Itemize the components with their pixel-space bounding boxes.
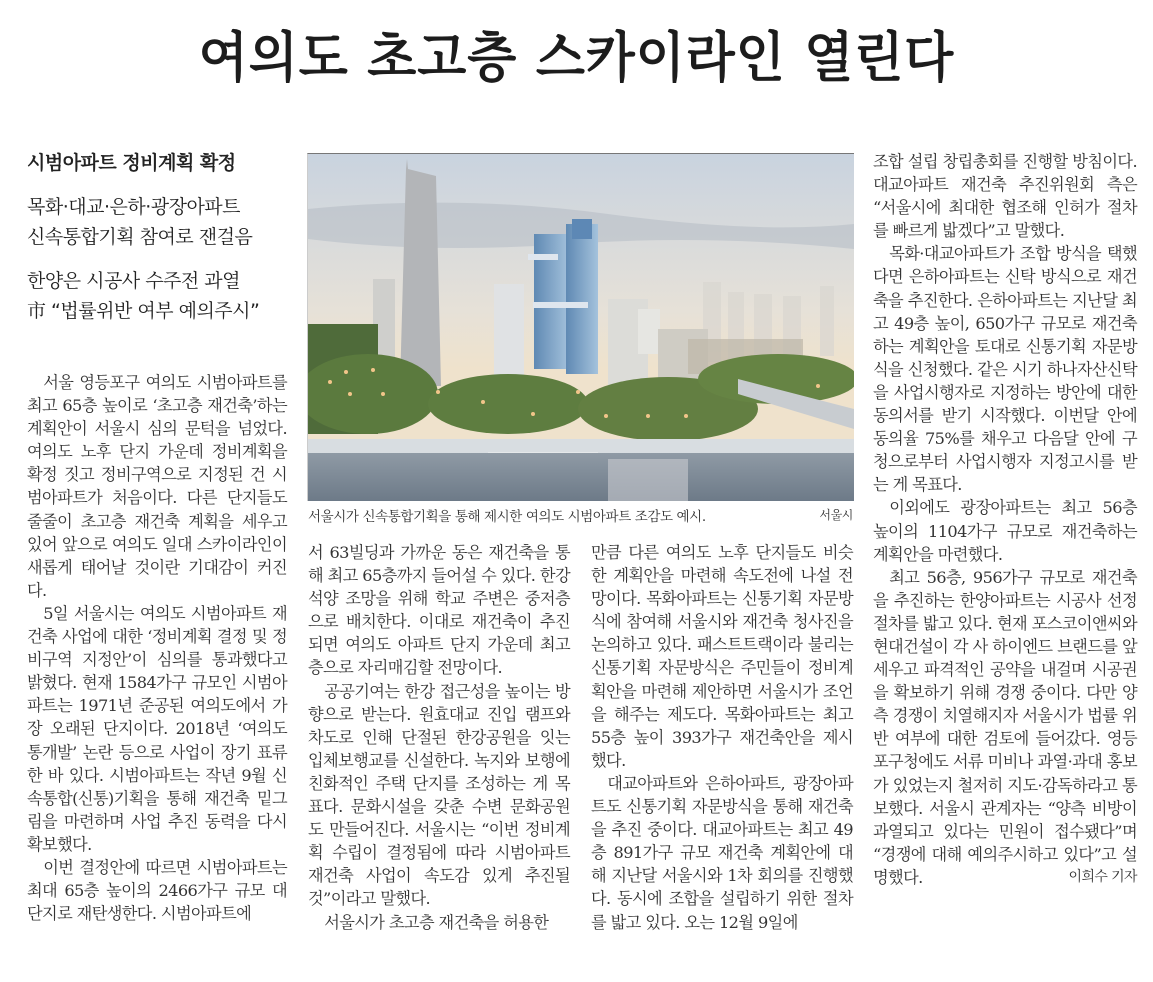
caption-text: 서울시가 신속통합기획을 통해 제시한 여의도 시범아파트 조감도 예시. (308, 509, 706, 525)
paragraph: 최고 56층, 956가구 규모로 재건축을 추진하는 한양아파트는 시공사 선정 절차를 밟고 있다. 현재 포스코이앤씨와 현대건설이 각 사 하이엔드 브랜드를 앞세우고 파격적인 공약을 내걸며 시공권을 확보하기 위해 경쟁 중이다. 다만 양측 경쟁이 치열해지자 서울시가 법률 위반 여부에 대한 검토에 들어갔다. 영등포구청에도 서류 미비나 과열·과대 홍보가 있었는지 철저히 지도·감독하라고 통보했다. 서울시 관계자는 “양측 비방이 과열되고 있다는 민원이 접수됐다”며 “경쟁에 대해 예의주시하고 있다”고 설명했다. (873, 567, 1137, 887)
photo-caption (308, 505, 853, 525)
subhead-5: 市 “법률위반 여부 예의주시” (27, 300, 260, 322)
article-column-3 (591, 541, 853, 934)
paragraph: 대교아파트와 은하아파트, 광장아파트도 신통기획 자문방식을 통해 재건축을 추진 중이다. 대교아파트는 최고 49층 891가구 규모 재건축 계획안에 대해 지난달 서울시와 1차 회의를 진행했다. 동시에 조합을 설립하기 위한 절차를 밟고 있다. 오는 12월 9일에 (591, 773, 853, 932)
paragraph: 서 63빌딩과 가까운 동은 재건축을 통해 최고 65층까지 들어설 수 있다. 한강 석양 조망을 위해 학교 주변은 중저층으로 배치한다. 이대로 재건축이 추진되면 여의도 아파트 단지 가운데 최고층으로 자리매김할 전망이다. (308, 543, 570, 678)
photo-credit: 서울시 (819, 508, 853, 522)
article-column-2 (308, 541, 570, 934)
headline: 여의도 초고층 스카이라인 열린다 (198, 26, 955, 89)
paragraph: 공공기여는 한강 접근성을 높이는 방향으로 받는다. 원효대교 진입 램프와 차도로 인해 단절된 한강공원을 잇는 입체보행교를 신설한다. 녹지와 보행에 친화적인 주택 단지를 조성하는 게 목표다. 문화시설을 갖춘 수변 문화공원도 만들어진다. 서울시는 “이번 정비계획 수립이 결정됨에 따라 시범아파트 재건축 사업이 속도감 있게 추진될 것”이라고 말했다. (308, 681, 570, 909)
rendering-photo (307, 153, 854, 501)
subhead-2: 목화·대교·은하·광장아파트 (27, 196, 241, 218)
subhead-4: 한양은 시공사 수주전 과열 (27, 270, 241, 292)
paragraph: 서울 영등포구 여의도 시범아파트를 최고 65층 높이로 ‘초고층 재건축’하는 계획안이 서울시 심의 문턱을 넘었다. 여의도 노후 단지 가운데 정비계획을 확정 짓고 정비구역으로 지정된 건 시범아파트가 처음이다. 다른 단지들도 줄줄이 초고층 재건축 계획을 세우고 있어 앞으로 여의도 일대 스카이라인이 새롭게 태어날 것이란 기대감이 커진다. (27, 373, 287, 600)
byline: 이희수 기자 (1068, 869, 1137, 885)
paragraph: 조합 설립 창립총회를 진행할 방침이다. 대교아파트 재건축 추진위원회 측은 “서울시에 최대한 협조해 인허가 절차를 빠르게 밟겠다”고 말했다. (873, 152, 1137, 241)
paragraph: 이번 결정안에 따르면 시범아파트는 최대 65층 높이의 2466가구 규모 대단지로 재탄생한다. 시범아파트에 (27, 857, 287, 924)
article-column-4 (873, 150, 1137, 889)
paragraph: 만큼 다른 여의도 노후 단지들도 비슷한 계획안을 마련해 속도전에 나설 전망이다. 목화아파트는 신통기획 자문방식에 참여해 서울시와 재건축 청사진을 논의하고 있다. 패스트트랙이라 불리는 신통기획 자문방식은 주민들이 정비계획안을 마련해 제안하면 서울시가 조언을 해주는 제도다. 목화아파트는 최고 55층 높이 393가구 재건축안을 제시했다. (591, 543, 853, 770)
subhead-3: 신속통합기획 참여로 잰걸음 (27, 226, 253, 248)
article-column-1 (27, 371, 287, 925)
paragraph: 서울시가 초고층 재건축을 허용한 (324, 912, 549, 932)
skyline-image-icon (308, 154, 854, 501)
paragraph: 목화·대교아파트가 조합 방식을 택했다면 은하아파트는 신탁 방식으로 재건축을 추진한다. 은하아파트는 지난달 최고 49층 높이, 650가구 규모로 재건축하는 계획안을 토대로 신통기획 자문방식을 신청했다. 같은 시기 하나자산신탁을 사업시행자로 지정하는 방안에 대한 동의서를 받기 시작했다. 이번달 안에 동의율 75%를 채우고 다음달 안에 구청으로부터 사업시행자 지정고시를 받는 게 목표다. (873, 244, 1137, 495)
paragraph: 5일 서울시는 여의도 시범아파트 재건축 사업에 대한 ‘정비계획 결정 및 정비구역 지정안’이 심의를 통과했다고 밝혔다. 현재 1584가구 규모인 시범아파트는 1971년 준공된 여의도에서 가장 오래된 단지이다. 2018년 ‘여의도 통개발’ 논란 등으로 사업이 장기 표류한 바 있다. 시범아파트는 작년 9월 신속통합(신통)기획을 통해 재건축 밑그림을 마련하며 사업 추진 동력을 다시 확보했다. (27, 603, 287, 854)
subhead-1: 시범아파트 정비계획 확정 (27, 152, 236, 174)
paragraph: 이외에도 광장아파트는 최고 56층 높이의 1104가구 규모로 재건축하는 계획안을 마련했다. (873, 498, 1137, 564)
subheads (27, 148, 297, 326)
